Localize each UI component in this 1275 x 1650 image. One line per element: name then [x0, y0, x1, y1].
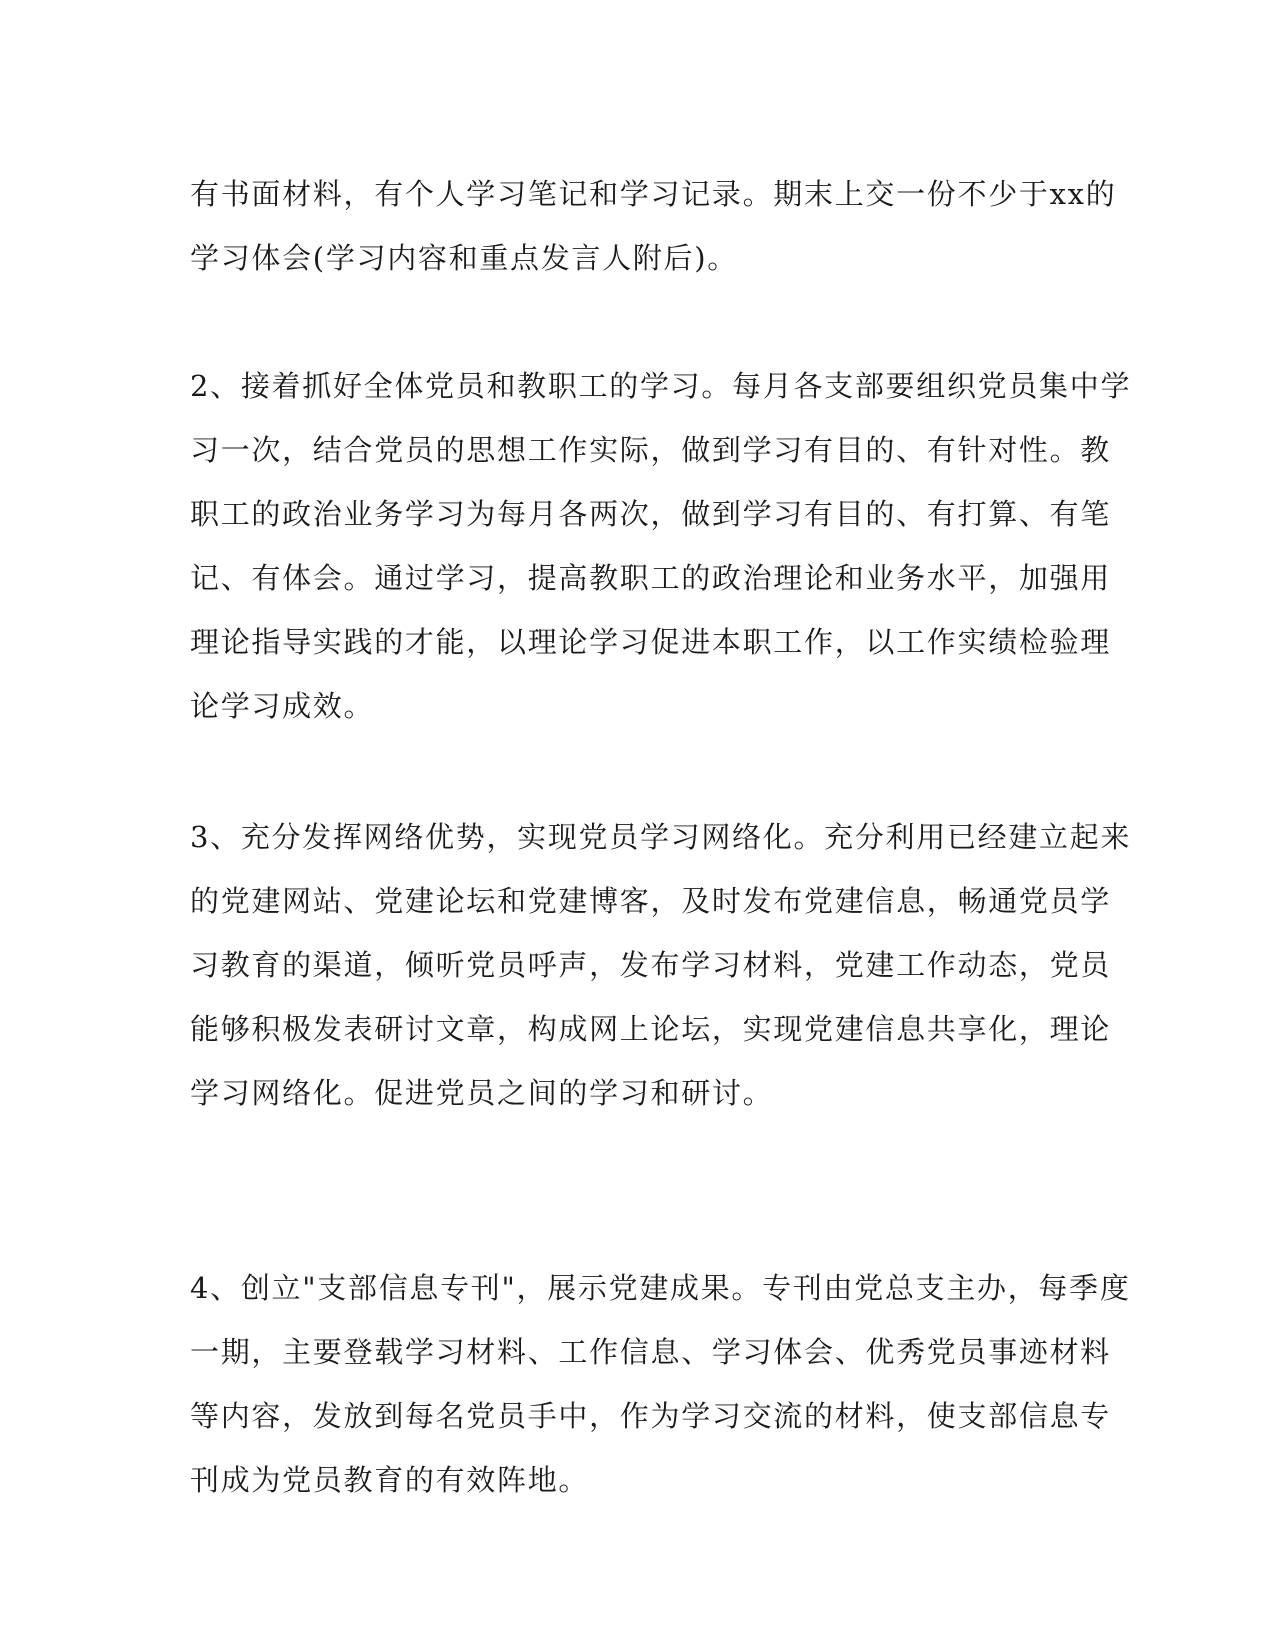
text-line: 论学习成效。	[190, 689, 375, 723]
text-line: 3、充分发挥网络优势，实现党员学习网络化。充分利用已经建立起来	[190, 820, 1132, 854]
text-line: 学习网络化。促进党员之间的学习和研讨。	[190, 1076, 774, 1110]
text-line: 刊成为党员教育的有效阵地。	[190, 1463, 590, 1497]
paragraph-item-3	[190, 805, 1132, 1125]
text-line: 职工的政治业务学习为每月各两次，做到学习有目的、有打算、有笔	[190, 497, 1112, 531]
text-line: 学习体会(学习内容和重点发言人附后)。	[190, 241, 738, 275]
text-line: 等内容，发放到每名党员手中，作为学习交流的材料，使支部信息专	[190, 1399, 1112, 1433]
paragraph-item-2	[190, 354, 1132, 738]
text-line: 一期，主要登载学习材料、工作信息、学习体会、优秀党员事迹材料	[190, 1335, 1112, 1369]
text-line: 4、创立"支部信息专刊"，展示党建成果。专刊由党总支主办，每季度	[190, 1271, 1131, 1305]
text-line: 习一次，结合党员的思想工作实际，做到学习有目的、有针对性。教	[190, 433, 1112, 467]
text-line: 2、接着抓好全体党员和教职工的学习。每月各支部要组织党员集中学	[190, 369, 1132, 403]
text-line: 的党建网站、党建论坛和党建博客，及时发布党建信息，畅通党员学	[190, 884, 1112, 918]
text-line: 有书面材料，有个人学习笔记和学习记录。期末上交一份不少于xx的	[190, 177, 1117, 211]
text-line: 记、有体会。通过学习，提高教职工的政治理论和业务水平，加强用	[190, 561, 1112, 595]
paragraph-item-4	[190, 1256, 1131, 1512]
text-line: 能够积极发表研讨文章，构成网上论坛，实现党建信息共享化，理论	[190, 1012, 1112, 1046]
text-line: 理论指导实践的才能，以理论学习促进本职工作，以工作实绩检验理	[190, 625, 1112, 659]
text-line: 习教育的渠道，倾听党员呼声，发布学习材料，党建工作动态，党员	[190, 948, 1112, 982]
paragraph-study-materials	[190, 162, 1117, 290]
